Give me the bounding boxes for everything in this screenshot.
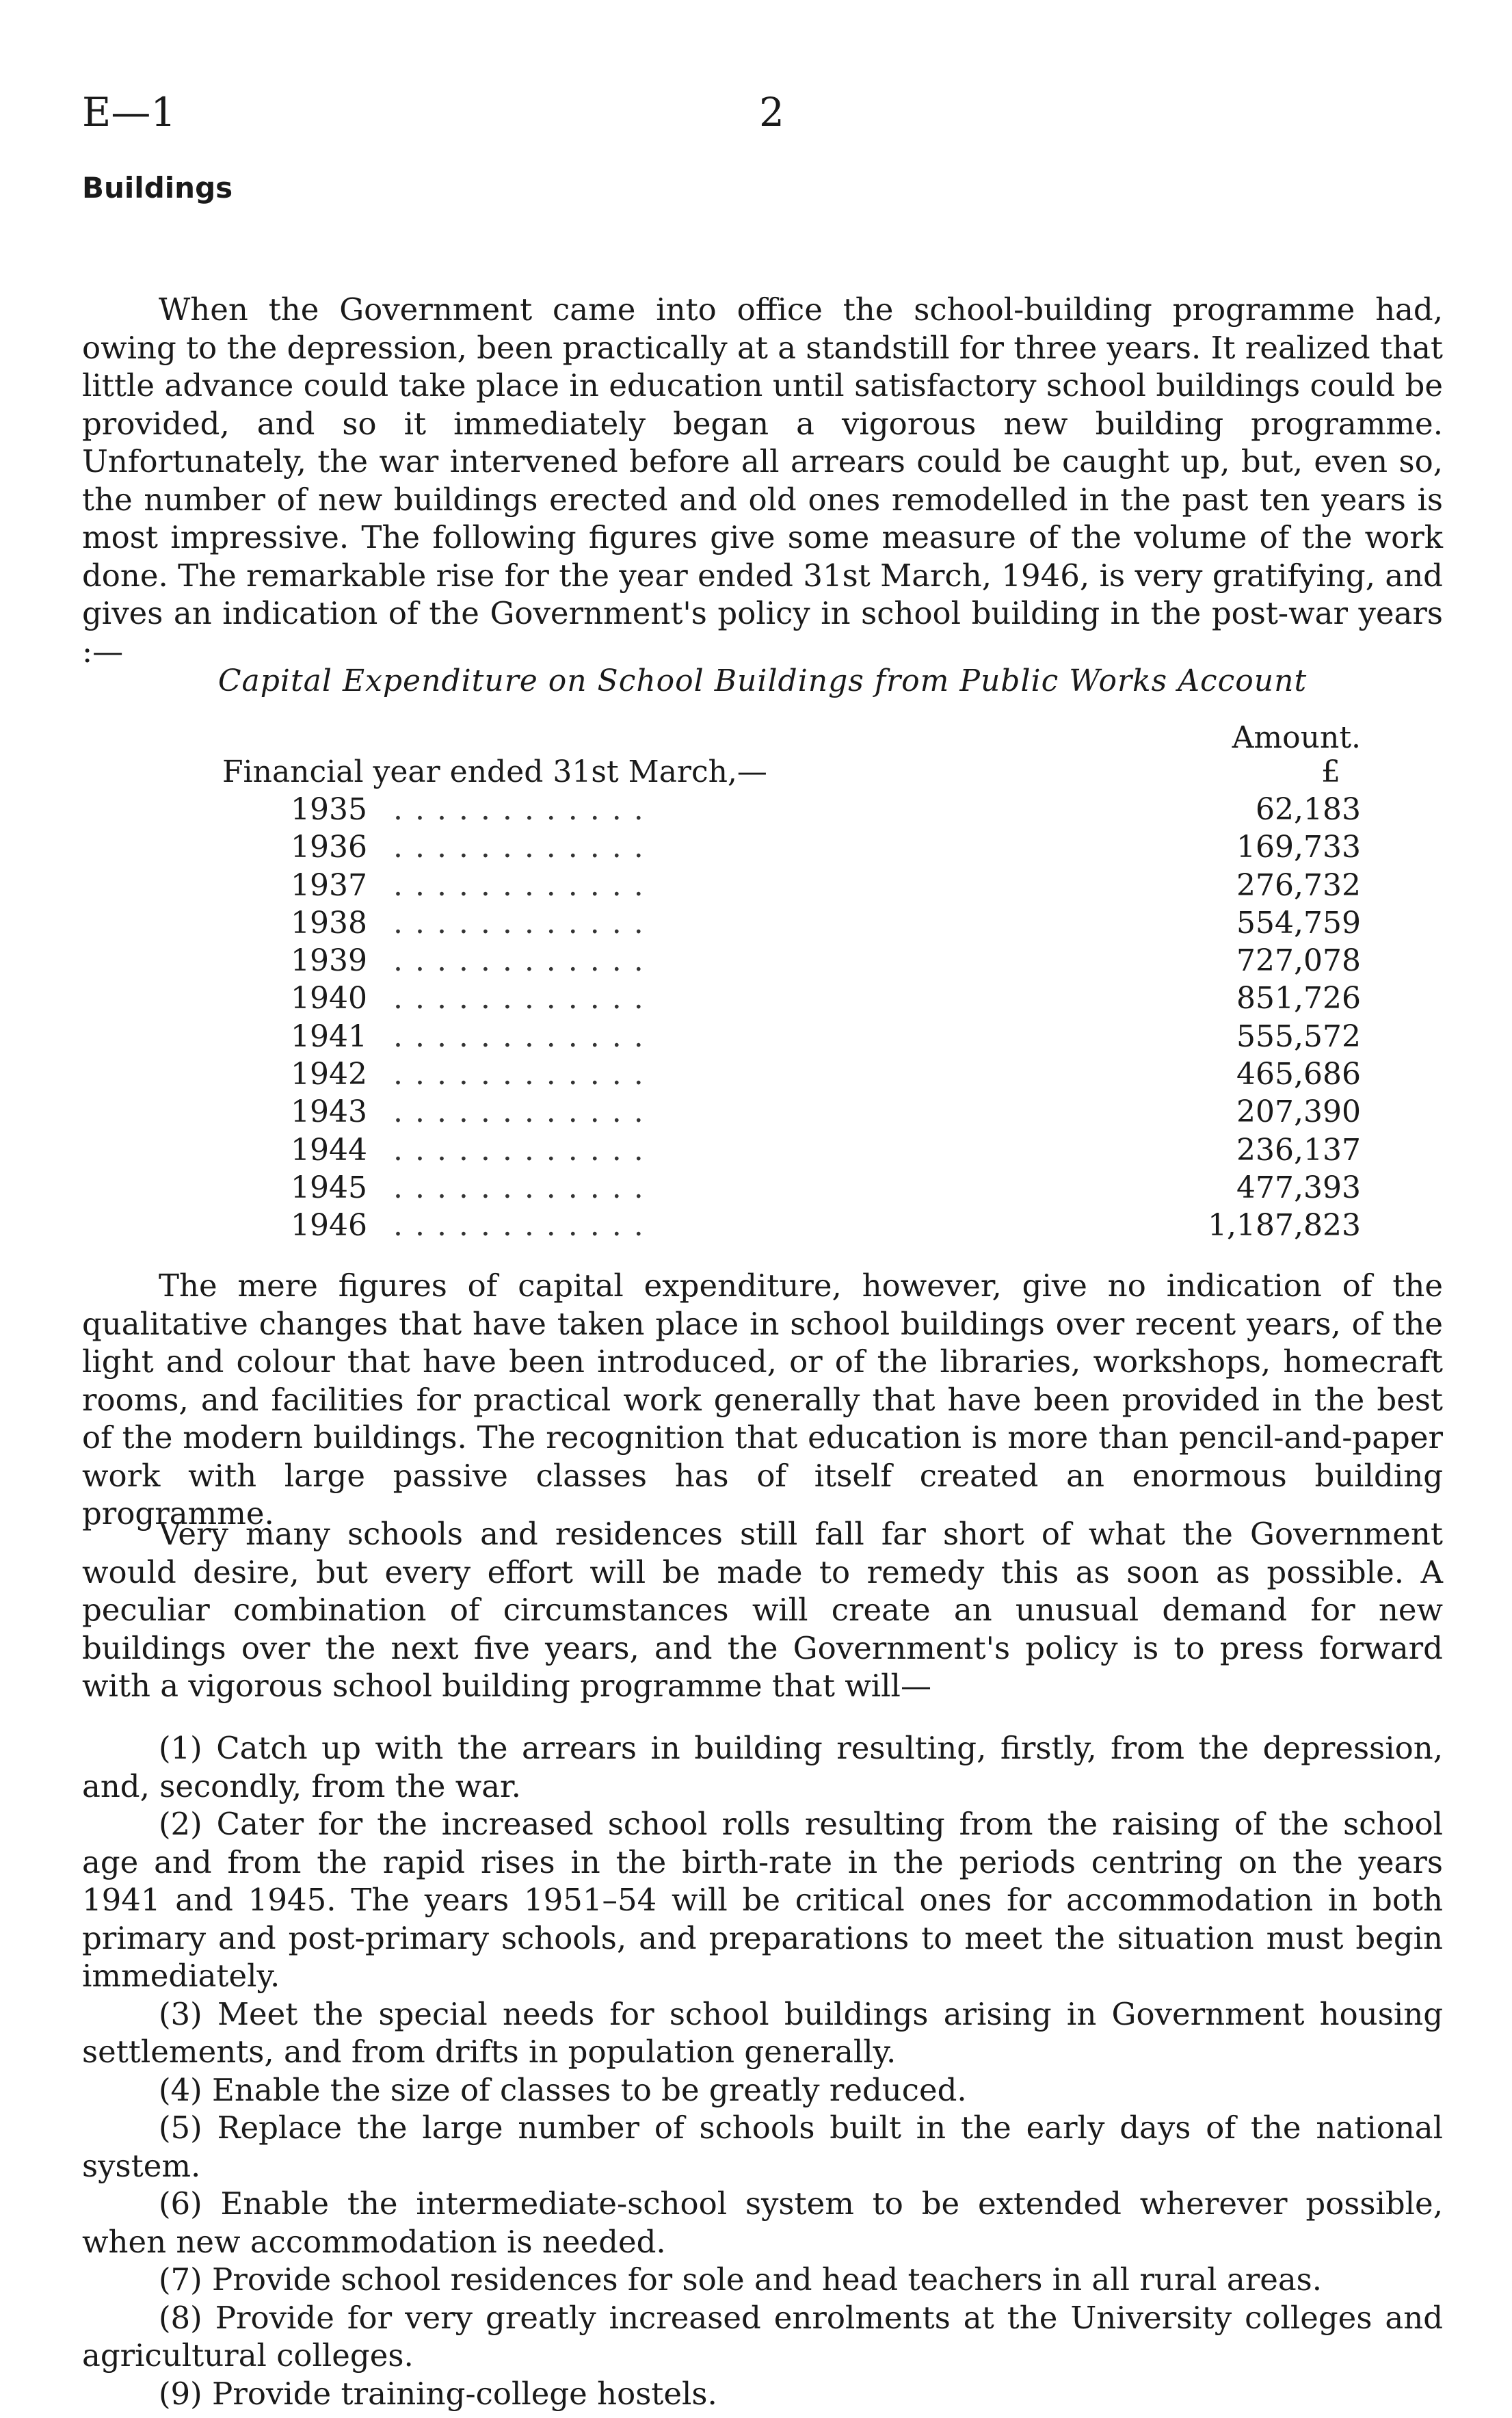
leader-dots: . . . . . . . . . . . . xyxy=(393,1094,645,1130)
row-amount: 276,732 xyxy=(1236,867,1361,903)
leader-dots: . . . . . . . . . . . . xyxy=(393,981,645,1016)
list-item: (3) Meet the special needs for school buildings arising in Government housing settlements, and from drifts in population generally. xyxy=(82,1995,1443,2070)
policy-list xyxy=(82,1729,1443,2413)
leader-dots: . . . . . . . . . . . . xyxy=(393,905,645,941)
row-year: 1943 xyxy=(291,1094,367,1130)
row-amount: 465,686 xyxy=(1236,1057,1361,1092)
row-year: 1945 xyxy=(291,1170,367,1205)
row-year: 1942 xyxy=(291,1057,367,1092)
leader-dots: . . . . . . . . . . . . xyxy=(393,867,645,903)
currency-symbol: £ xyxy=(1321,754,1340,789)
leader-dots: . . . . . . . . . . . . xyxy=(393,1132,645,1168)
leader-dots: . . . . . . . . . . . . xyxy=(393,792,645,827)
table-row xyxy=(82,1094,1443,1132)
list-item: (1) Catch up with the arrears in building resulting, firstly, from the depression, and, secondly, from the war. xyxy=(82,1730,1443,1804)
list-item: (5) Replace the large number of schools built in the early days of the national system. xyxy=(82,2110,1443,2184)
row-year: 1944 xyxy=(291,1132,367,1168)
leader-dots: . . . . . . . . . . . . xyxy=(393,1208,645,1244)
row-year: 1937 xyxy=(291,867,367,903)
table-row xyxy=(82,981,1443,1019)
table-row xyxy=(82,943,1443,981)
table-row xyxy=(82,1057,1443,1094)
row-amount: 477,393 xyxy=(1236,1170,1361,1205)
amount-column-header: Amount. xyxy=(1232,720,1361,755)
table-row xyxy=(82,868,1443,906)
list-item: (7) Provide school residences for sole and head teachers in all rural areas. xyxy=(159,2261,1323,2298)
table-row xyxy=(82,906,1443,943)
row-amount: 207,390 xyxy=(1236,1094,1361,1130)
row-year: 1935 xyxy=(291,792,367,827)
expenditure-commentary-paragraph: The mere figures of capital expenditure, however, give no indication of the qualitative changes that have taken place in school buildings over recent years, of the light and colour that have been introduced, or of the libraries, workshops, homecraft rooms, and facilities for practical work generally that have been provided in the best of the modern buildings. The recognition that education is more than pencil-and-paper work with large passive classes has of itself created an enormous building programme. xyxy=(82,1267,1443,1532)
row-amount: 1,187,823 xyxy=(1208,1208,1361,1244)
leader-dots: . . . . . . . . . . . . xyxy=(393,1019,645,1054)
intro-paragraph: When the Government came into office the school-building programme had, owing to the depression, been practically at a standstill for three years. It realized that little advance could take place in education until satisfactory school buildings could be provided, and so it immediately began a vigorous new building programme. Unfortunately, the war intervened before all arrears could be caught up, but, even so, the number of new buildings erected and old ones remodelled in the past ten years is most impressive. The following figures give some measure of the volume of the work done. The remarkable rise for the year ended 31st March, 1946, is very gratifying, and gives an indication of the Government's policy in school building in the post-war years :— xyxy=(82,291,1443,670)
table-caption: Capital Expenditure on School Buildings from Public Works Account xyxy=(217,663,1308,698)
document-code: E—1 xyxy=(82,89,176,135)
row-amount: 554,759 xyxy=(1236,905,1361,941)
document-page xyxy=(82,68,1443,2412)
list-item: (6) Enable the intermediate-school system to be extended wherever possible, when new accommodation is needed. xyxy=(82,2185,1443,2260)
leader-dots: . . . . . . . . . . . . xyxy=(393,830,645,865)
leader-dots: . . . . . . . . . . . . xyxy=(393,1057,645,1092)
table-row xyxy=(82,792,1443,830)
row-year: 1938 xyxy=(291,905,367,941)
expenditure-table xyxy=(82,792,1443,1246)
row-year: 1946 xyxy=(291,1208,367,1244)
page-number: 2 xyxy=(759,89,784,135)
table-row xyxy=(82,1208,1443,1246)
row-amount: 555,572 xyxy=(1236,1019,1361,1054)
leader-dots: . . . . . . . . . . . . xyxy=(393,943,645,979)
row-amount: 851,726 xyxy=(1236,981,1361,1016)
row-amount: 62,183 xyxy=(1256,792,1361,827)
table-row xyxy=(82,830,1443,867)
row-year: 1941 xyxy=(291,1019,367,1054)
row-amount: 169,733 xyxy=(1236,830,1361,865)
table-row xyxy=(82,1019,1443,1057)
page-header xyxy=(82,68,1443,144)
row-year: 1936 xyxy=(291,830,367,865)
list-item: (9) Provide training-college hostels. xyxy=(159,2375,717,2412)
financial-year-label: Financial year ended 31st March,— xyxy=(222,754,767,789)
list-item: (2) Cater for the increased school rolls resulting from the raising of the school age and from the rapid rises in the birth-rate in the periods centring on the years 1941 and 1945. The years 1951–54 will be critical ones for accommodation in both primary and post-primary schools, and preparations to meet the situation must begin immediately. xyxy=(82,1806,1443,1994)
section-title: Buildings xyxy=(82,171,233,205)
leader-dots: . . . . . . . . . . . . xyxy=(393,1170,645,1205)
row-year: 1940 xyxy=(291,981,367,1016)
policy-paragraph: Very many schools and residences still fall far short of what the Government would desire, but every effort will be made to remedy this as soon as possible. A peculiar combination of circumstances will create an unusual demand for new buildings over the next five years, and the Government's policy is to press forward with a vigorous school building programme that will— xyxy=(82,1516,1443,1704)
list-item: (4) Enable the size of classes to be greatly reduced. xyxy=(159,2071,967,2108)
table-row xyxy=(82,1133,1443,1170)
row-year: 1939 xyxy=(291,943,367,979)
row-amount: 236,137 xyxy=(1236,1132,1361,1168)
table-row xyxy=(82,1170,1443,1208)
list-item: (8) Provide for very greatly increased enrolments at the University colleges and agricultural colleges. xyxy=(82,2299,1443,2374)
row-amount: 727,078 xyxy=(1236,943,1361,979)
